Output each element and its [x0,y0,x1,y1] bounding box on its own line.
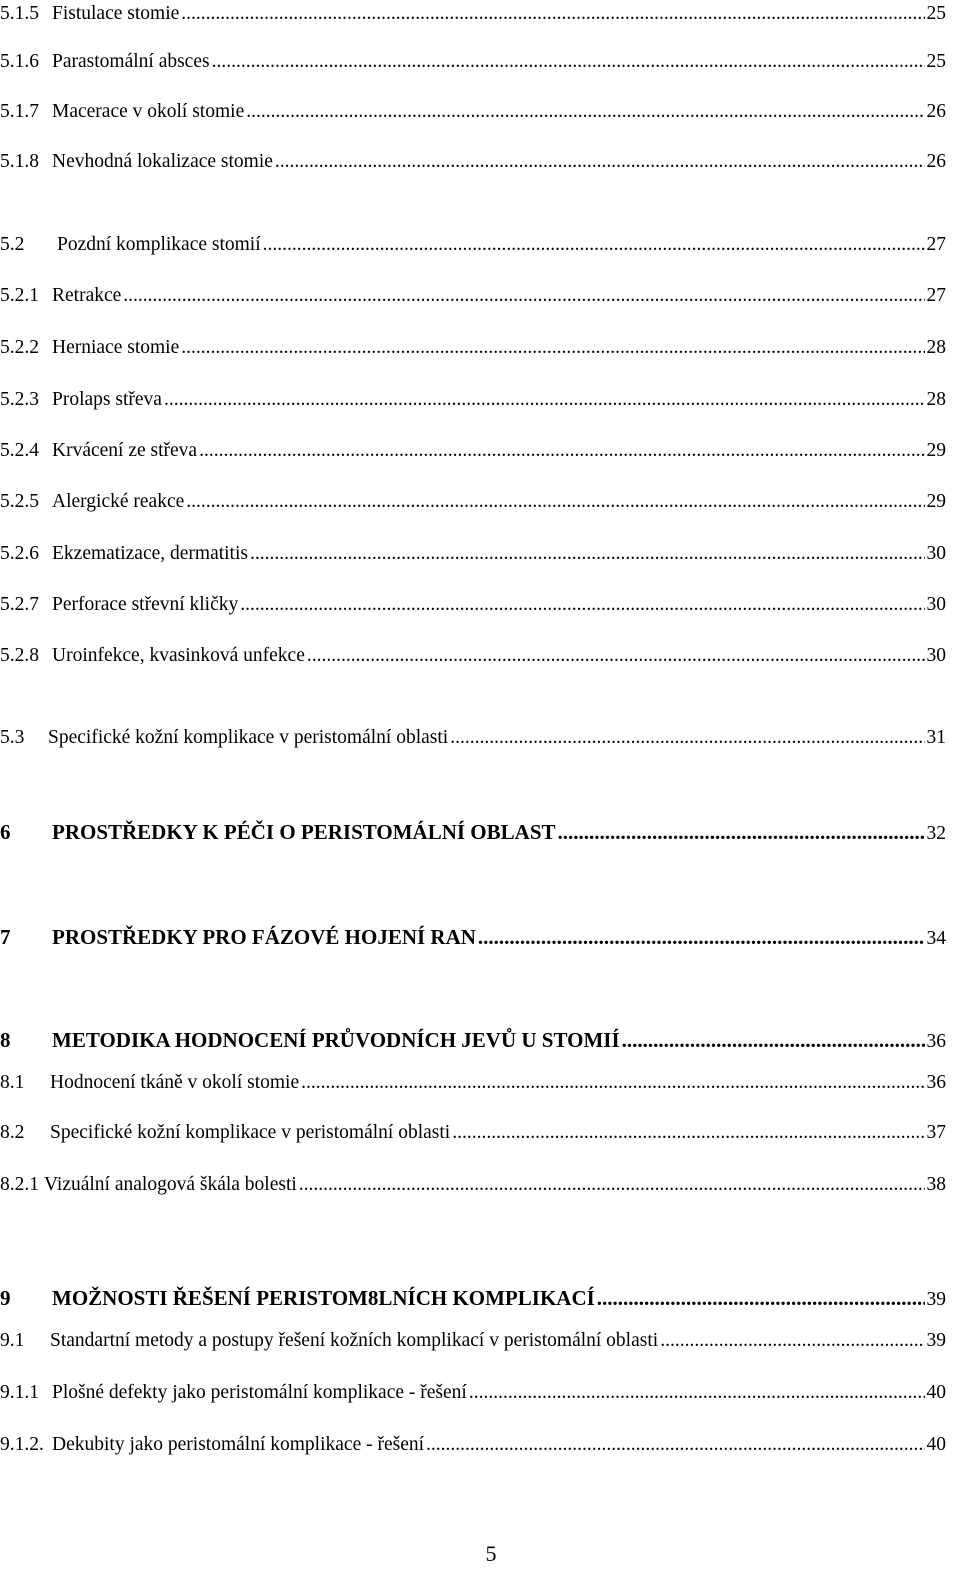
toc-entry-title: Herniace stomie [52,337,180,358]
toc-entry-title: Perforace střevní kličky [52,594,239,615]
toc-entry-page: 39 [926,1289,946,1310]
toc-entry-page: 34 [926,928,946,949]
toc-entry-title: Specifické kožní komplikace v peristomální oblasti [48,727,449,748]
toc-entry[interactable] [0,437,946,465]
toc-entry-title: Standartní metody a postupy řešení kožních komplikací v peristomální oblasti [50,1330,659,1351]
toc-dot-leader [450,724,924,752]
toc-entry[interactable] [0,488,946,516]
toc-dot-leader [250,540,925,568]
toc-dot-leader [478,923,925,951]
toc-entry-page: 36 [926,1031,946,1052]
toc-entry-title: Alergické reakce [52,491,185,512]
toc-entry-title: Macerace v okolí stomie [52,101,245,122]
toc-entry[interactable] [0,98,946,126]
toc-dot-leader [426,1431,924,1459]
toc-entry-page: 38 [926,1174,946,1195]
toc-entry[interactable] [0,591,946,619]
toc-entry-number: 5.2 [0,234,25,255]
toc-entry-number: 9.1.2. [0,1434,44,1455]
toc-dot-leader [212,48,925,76]
toc-entry-number: 5.3 [0,727,25,748]
toc-dot-leader [263,231,925,259]
toc-entry-page: 30 [926,645,946,666]
toc-entry[interactable] [0,1431,946,1459]
toc-entry-page: 40 [926,1382,946,1403]
toc-entry-title: Ekzematizace, dermatitis [52,543,248,564]
toc-entry-number: 5.2.6 [0,543,39,564]
toc-entry-title: Fistulace stomie [52,3,180,24]
toc-entry-page: 39 [926,1330,946,1351]
toc-entry[interactable] [0,1119,946,1147]
toc-entry-page: 28 [926,337,946,358]
toc-entry-title: Krvácení ze střeva [52,440,198,461]
toc-chapter-entry[interactable] [0,923,946,951]
toc-entry-page: 30 [926,594,946,615]
toc-entry-number: 8.2.1 [0,1174,39,1195]
toc-entry[interactable] [0,231,946,259]
toc-entry-page: 28 [926,389,946,410]
toc-entry-number: 5.1.7 [0,101,39,122]
toc-entry-page: 25 [926,51,946,72]
toc-entry[interactable] [0,1379,946,1407]
toc-dot-leader [452,1119,924,1147]
toc-entry-page: 26 [926,151,946,172]
toc-entry-page: 27 [926,285,946,306]
toc-entry-number: 5.1.6 [0,51,39,72]
toc-entry-number: 9.1.1 [0,1382,39,1403]
toc-entry-number: 5.1.8 [0,151,39,172]
toc-dot-leader [622,1026,925,1054]
toc-dot-leader [275,148,925,176]
toc-entry-title: Prolaps střeva [52,389,162,410]
toc-entry[interactable] [0,540,946,568]
toc-entry-number: 9 [0,1286,11,1310]
toc-entry-title: MOŽNOSTI ŘEŠENÍ PERISTOM8LNÍCH KOMPLIKACÍ [52,1286,595,1310]
toc-dot-leader [469,1379,925,1407]
toc-entry[interactable] [0,1069,946,1097]
toc-entry-page: 25 [926,3,946,24]
toc-entry[interactable] [0,0,946,28]
toc-entry-page: 32 [926,823,946,844]
toc-entry-page: 26 [926,101,946,122]
toc-entry-number: 5.1.5 [0,3,39,24]
toc-dot-leader [246,98,924,126]
toc-entry-title: Uroinfekce, kvasinková unfekce [52,645,305,666]
toc-dot-leader [240,591,924,619]
toc-entry-number: 5.2.2 [0,337,39,358]
toc-entry-number: 7 [0,925,11,949]
toc-entry-title: Nevhodná lokalizace stomie [52,151,273,172]
toc-entry-page: 37 [926,1122,946,1143]
toc-entry[interactable] [0,148,946,176]
toc-entry-title: Pozdní komplikace stomií [57,234,261,255]
toc-entry-page: 40 [926,1434,946,1455]
toc-entry-number: 8.1 [0,1072,25,1093]
toc-entry-page: 31 [926,727,946,748]
toc-dot-leader [164,386,925,414]
toc-entry-number: 8.2 [0,1122,25,1143]
toc-entry-page: 29 [926,491,946,512]
toc-entry-title: Dekubity jako peristomální komplikace - řešení [52,1434,425,1455]
toc-dot-leader [299,1171,925,1199]
toc-entry-title: PROSTŘEDKY K PÉČI O PERISTOMÁLNÍ OBLAST [52,820,556,844]
toc-entry-title: Retrakce [52,285,122,306]
toc-entry-number: 6 [0,820,11,844]
toc-entry[interactable] [0,1327,946,1355]
toc-entry-number: 8 [0,1028,11,1052]
toc-entry-number: 5.2.4 [0,440,39,461]
toc-entry[interactable] [0,642,946,670]
page-number: 5 [485,1541,497,1566]
toc-entry-number: 9.1 [0,1330,25,1351]
toc-dot-leader [558,818,925,846]
toc-entry-page: 30 [926,543,946,564]
toc-entry-title: Parastomální absces [52,51,210,72]
toc-entry[interactable] [0,282,946,310]
toc-dot-leader [181,0,924,28]
toc-dot-leader [301,1069,924,1097]
toc-dot-leader [307,642,925,670]
toc-dot-leader [597,1284,925,1312]
toc-entry[interactable] [0,386,946,414]
toc-entry-number: 5.2.7 [0,594,39,615]
toc-entry-title: METODIKA HODNOCENÍ PRŮVODNÍCH JEVŮ U STOMIÍ [52,1028,620,1052]
toc-entry-page: 27 [926,234,946,255]
toc-entry[interactable] [0,334,946,362]
toc-entry[interactable] [0,48,946,76]
toc-chapter-entry[interactable] [0,1026,946,1054]
toc-entry-title: Specifické kožní komplikace v peristomální oblasti [50,1122,451,1143]
toc-entry[interactable] [0,1171,946,1199]
toc-dot-leader [123,282,924,310]
toc-entry-number: 5.2.3 [0,389,39,410]
toc-entry[interactable] [0,724,946,752]
toc-entry-title: Hodnocení tkáně v okolí stomie [50,1072,300,1093]
toc-entry-page: 36 [926,1072,946,1093]
toc-entry-title: Vizuální analogová škála bolesti [44,1174,297,1195]
toc-entry-number: 5.2.8 [0,645,39,666]
toc-chapter-entry[interactable] [0,1284,946,1312]
toc-entry-number: 5.2.1 [0,285,39,306]
toc-dot-leader [660,1327,924,1355]
toc-entry-number: 5.2.5 [0,491,39,512]
toc-entry-title: PROSTŘEDKY PRO FÁZOVÉ HOJENÍ RAN [52,925,476,949]
toc-chapter-entry[interactable] [0,818,946,846]
toc-dot-leader [181,334,924,362]
toc-dot-leader [186,488,924,516]
toc-entry-title: Plošné defekty jako peristomální komplikace - řešení [52,1382,467,1403]
toc-entry-page: 29 [926,440,946,461]
toc-dot-leader [199,437,924,465]
